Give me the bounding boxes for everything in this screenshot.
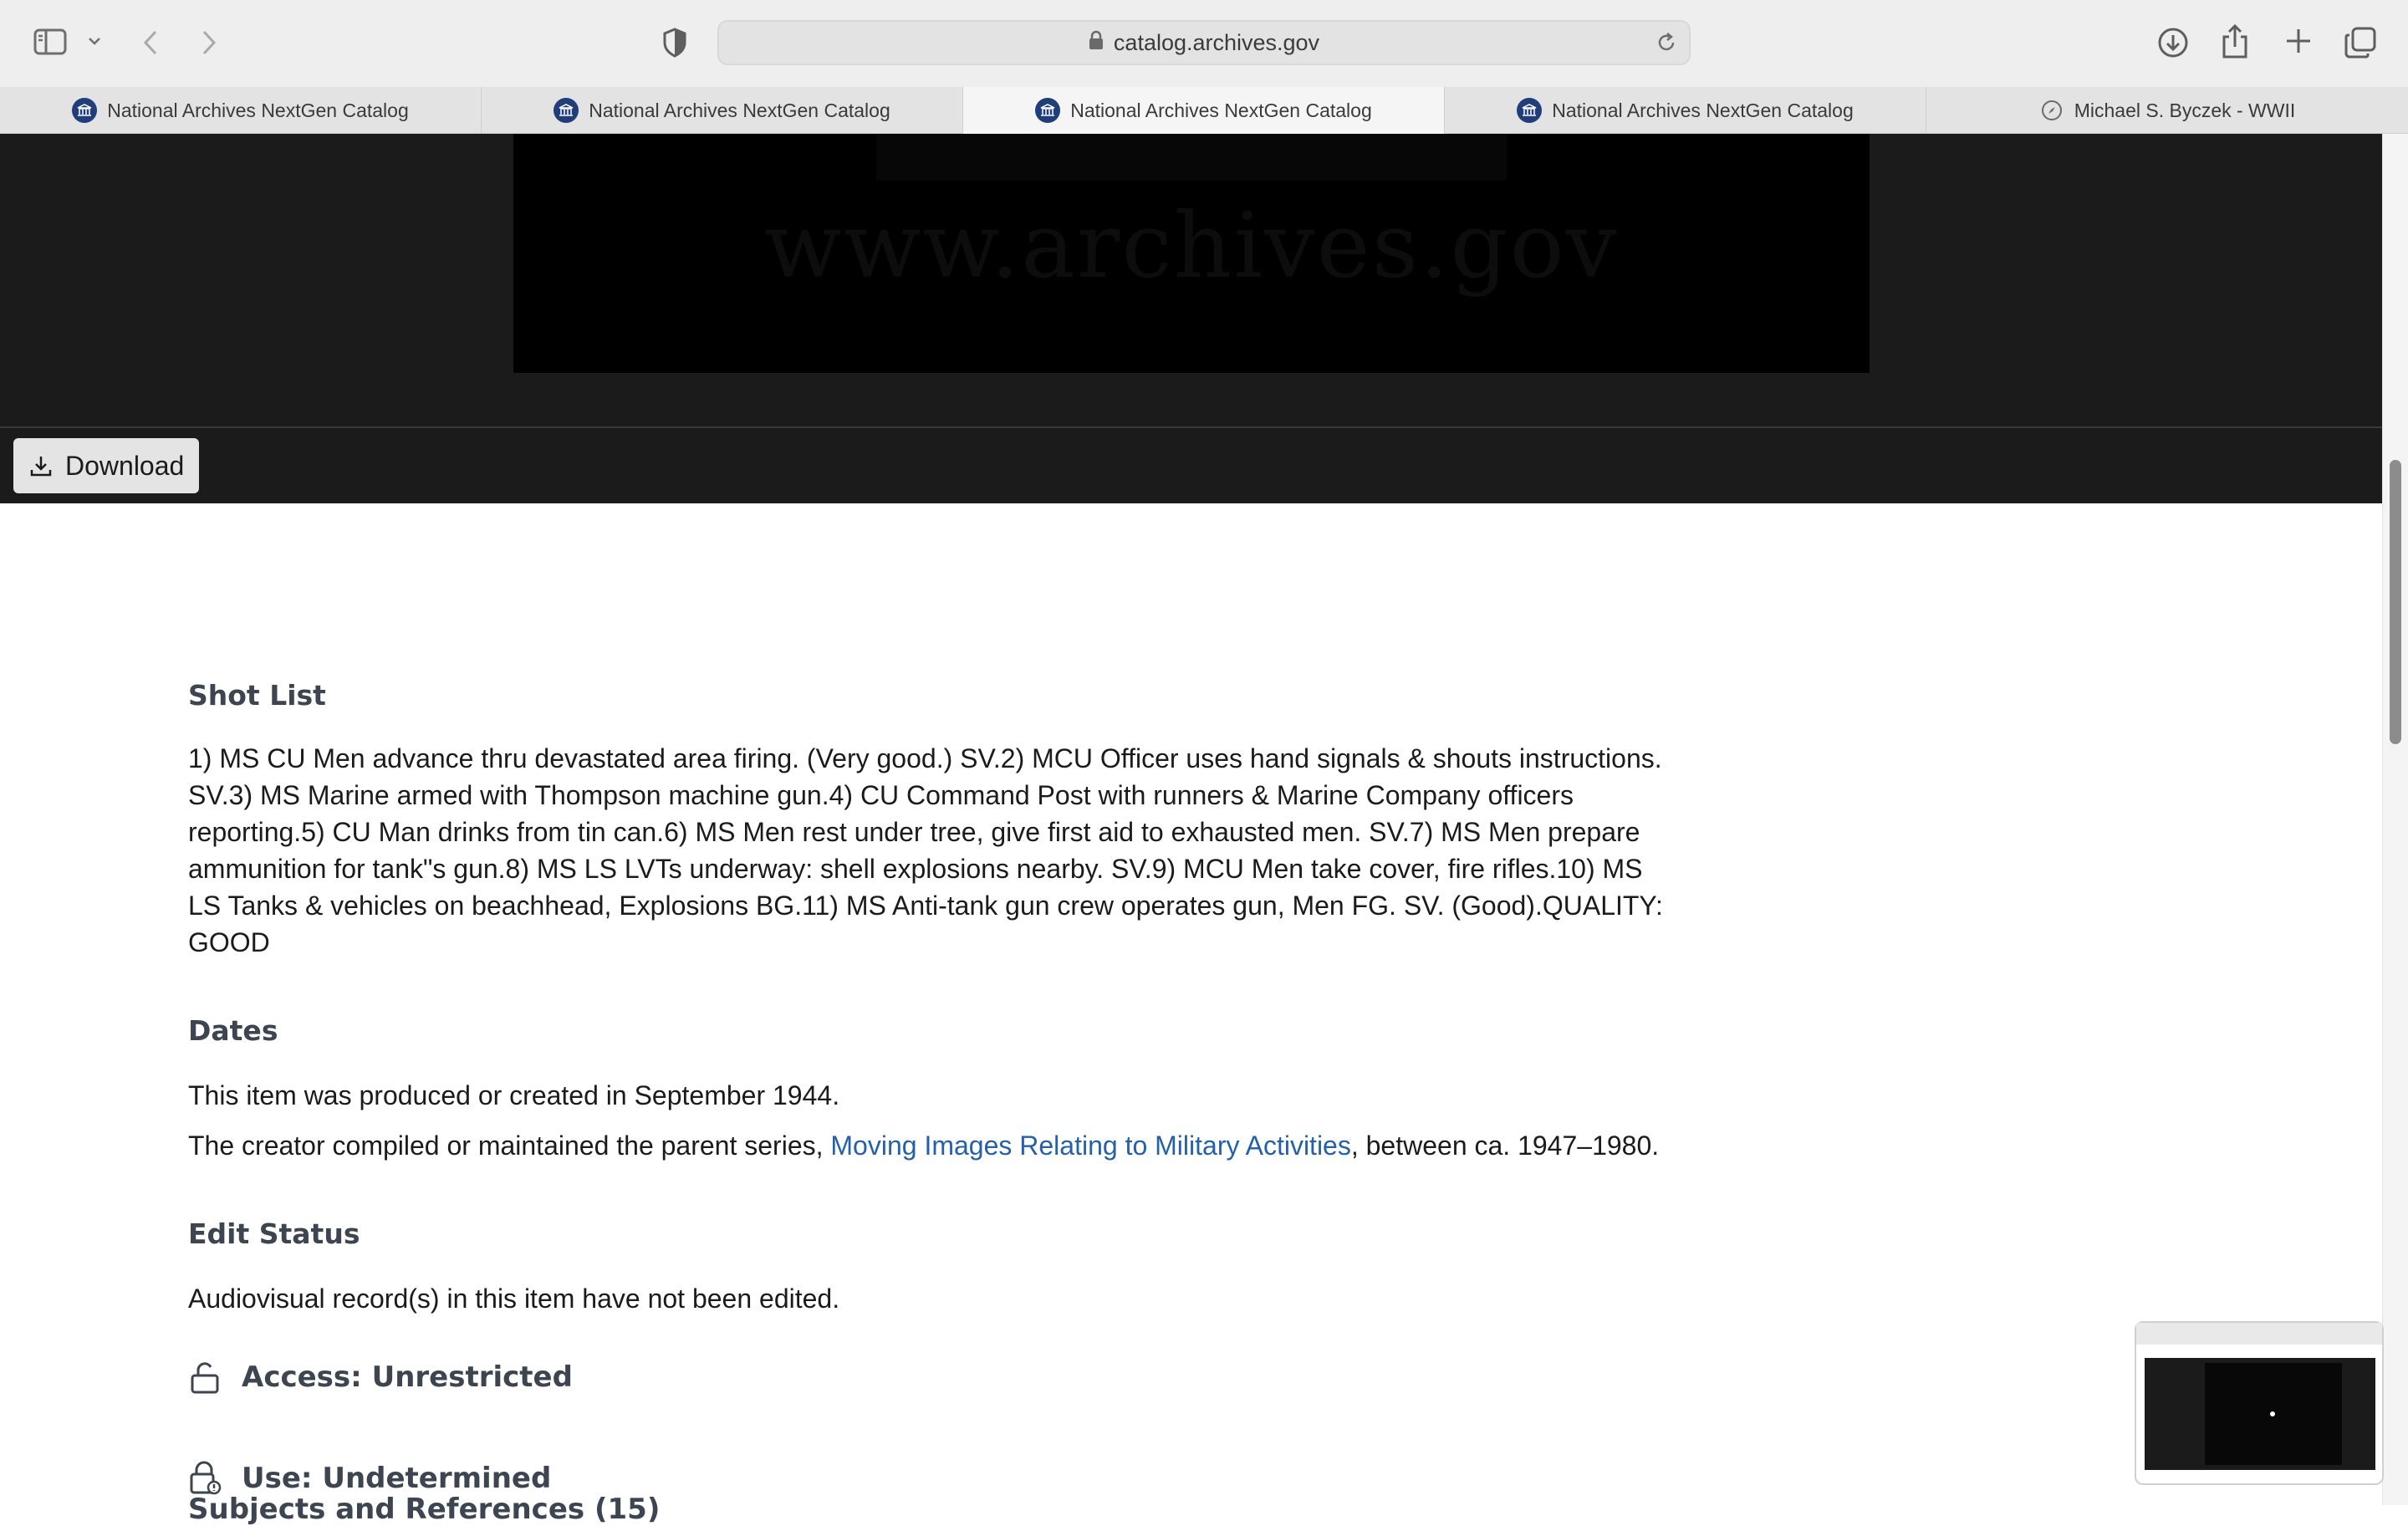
dates-parent-series	[188, 1127, 1676, 1164]
tab-national-archives-4[interactable]	[1445, 87, 1926, 134]
tab-label: National Archives NextGen Catalog	[107, 99, 409, 121]
dates-produced: This item was produced or created in September 1944.	[188, 1080, 840, 1110]
reload-icon[interactable]	[1656, 32, 1677, 58]
new-tab-icon[interactable]	[2284, 27, 2313, 55]
tab-overview-icon[interactable]	[2344, 27, 2376, 59]
national-archives-favicon	[72, 98, 97, 123]
lock-icon	[1089, 30, 1104, 56]
edit-status-heading: Edit Status	[188, 1217, 360, 1250]
use-label: Use: Undetermined	[242, 1462, 552, 1495]
parent-series-prefix: The creator compiled or maintained the parent series,	[188, 1130, 831, 1161]
tab-michael-byczek[interactable]	[1926, 87, 2408, 134]
video-band	[876, 134, 1507, 181]
video-watermark: www.archives.gov	[764, 194, 1619, 299]
edit-status-text: Audiovisual record(s) in this item have not been edited.	[188, 1284, 840, 1314]
page-scrollbar[interactable]	[2382, 134, 2408, 1505]
video-player[interactable]	[513, 134, 1870, 373]
national-archives-favicon	[1035, 98, 1060, 123]
back-icon[interactable]	[140, 28, 161, 57]
dates-heading: Dates	[188, 1014, 278, 1047]
tab-label: National Archives NextGen Catalog	[1552, 99, 1854, 121]
parent-series-link[interactable]: Moving Images Relating to Military Activities	[830, 1130, 1351, 1161]
unlock-icon	[188, 1360, 242, 1394]
tab-label: National Archives NextGen Catalog	[589, 99, 890, 121]
screenshot-thumbnail[interactable]	[2135, 1321, 2384, 1485]
download-icon	[28, 453, 54, 478]
download-button[interactable]	[13, 438, 199, 493]
compass-icon	[2039, 98, 2064, 123]
address-bar[interactable]	[717, 20, 1691, 65]
shot-list-text: 1) MS CU Men advance thru devastated area firing. (Very good.) SV.2) MCU Officer uses hand signals & shouts instructions. SV.3) MS Marine armed with Thompson machine gun.4) CU Command Post with runners & Marine Company officers reporting.5) CU Man drinks from tin can.6) MS Men rest under tree, give first aid to exhausted men. SV.7) MS Men prepare ammunition for tank"s gun.8) MS LS LVTs underway: shell explosions nearby. SV.9) MCU Men take cover, fire rifles.10) MS LS Tanks & vehicles on beachhead, Explosions BG.11) MS Anti-tank gun crew operates gun, Men FG. SV. (Good).QUALITY: GOOD	[188, 743, 1663, 957]
tab-national-archives-3-active[interactable]	[963, 87, 1445, 134]
tab-label: Michael S. Byczek - WWII	[2074, 99, 2296, 121]
thumbnail-video	[2205, 1363, 2342, 1465]
parent-series-suffix: , between ca. 1947–1980.	[1350, 1130, 1660, 1161]
thumbnail-preview	[2145, 1358, 2375, 1470]
tab-national-archives-1[interactable]	[0, 87, 482, 134]
national-archives-favicon	[1517, 98, 1542, 123]
viewer-toolbar	[0, 428, 2382, 503]
privacy-shield-icon[interactable]	[662, 28, 687, 58]
downloads-icon[interactable]	[2157, 27, 2189, 59]
record-details	[188, 503, 1676, 1496]
shot-list-heading: Shot List	[188, 679, 326, 712]
thumbnail-dot	[2270, 1411, 2275, 1416]
national-archives-favicon	[554, 98, 579, 123]
use-undetermined-icon	[188, 1461, 242, 1496]
media-viewer	[0, 134, 2382, 481]
download-label: Download	[65, 450, 185, 481]
share-icon[interactable]	[2221, 23, 2249, 59]
access-status	[188, 1360, 1676, 1394]
tab-bar	[0, 87, 2408, 134]
address-url: catalog.archives.gov	[1113, 29, 1320, 55]
use-status	[188, 1461, 1676, 1496]
tab-national-archives-2[interactable]	[482, 87, 963, 134]
browser-toolbar	[0, 0, 2408, 87]
subjects-references-heading[interactable]: Subjects and References (15)	[188, 1493, 661, 1526]
thumbnail-toolbar	[2136, 1323, 2382, 1345]
tab-label: National Archives NextGen Catalog	[1070, 99, 1372, 121]
access-label: Access: Unrestricted	[242, 1360, 573, 1394]
chevron-down-icon[interactable]	[87, 35, 102, 47]
forward-icon[interactable]	[199, 28, 219, 57]
sidebar-toggle-icon[interactable]	[33, 28, 67, 55]
page-content	[0, 134, 2382, 1526]
scrollbar-thumb[interactable]	[2390, 460, 2401, 744]
